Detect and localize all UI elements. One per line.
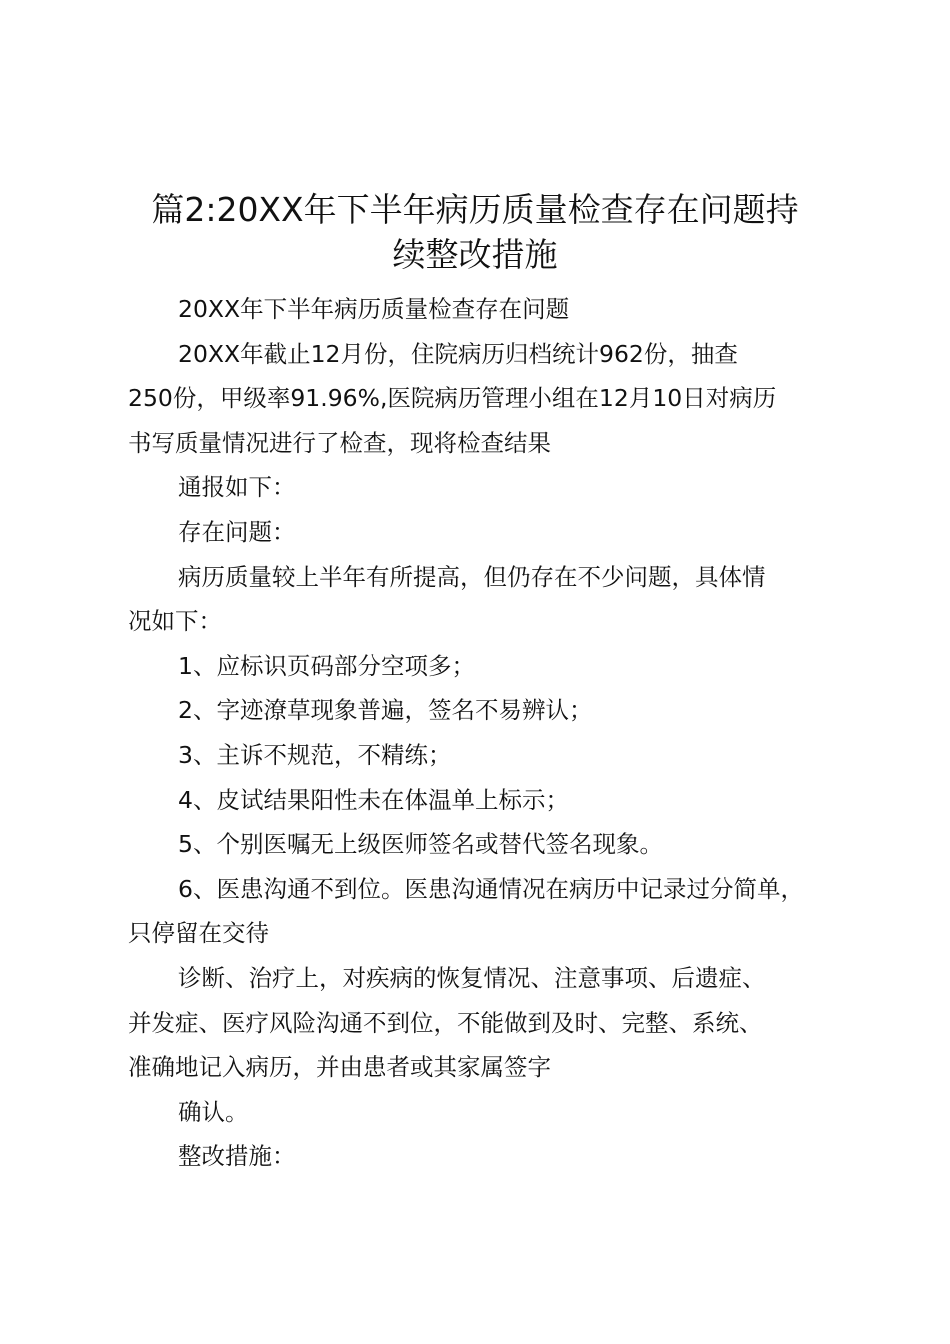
title-line-2: 续整改措施 (392, 234, 558, 274)
body-line: 存在问题： (178, 517, 296, 546)
body-line: 确认。 (178, 1097, 249, 1126)
list-item: 1、应标识页码部分空项多； (178, 651, 475, 680)
body-line: 并发症、医疗风险沟通不到位，不能做到及时、完整、系统、 (128, 1008, 763, 1037)
body-line: 病历质量较上半年有所提高，但仍存在不少问题，具体情 (178, 562, 766, 591)
list-item: 5、个别医嘱无上级医师签名或替代签名现象。 (178, 830, 663, 859)
document-title (110, 184, 840, 273)
body-line: 250份，甲级率91.96%,医院病历管理小组在12月10日对病历 (128, 384, 777, 413)
body-line: 只停留在交待 (128, 919, 269, 948)
document-body (128, 287, 868, 1179)
list-item: 6、医患沟通不到位。医患沟通情况在病历中记录过分简单， (178, 874, 804, 903)
body-line: 况如下： (128, 607, 222, 636)
body-line: 准确地记入病历，并由患者或其家属签字 (128, 1053, 551, 1082)
body-line: 诊断、治疗上，对疾病的恢复情况、注意事项、后遗症、 (178, 963, 766, 992)
list-item: 3、主诉不规范，不精练； (178, 740, 452, 769)
title-line-1: 篇2:20XX年下半年病历质量检查存在问题持 (151, 190, 799, 229)
section-heading: 整改措施： (178, 1142, 296, 1171)
list-item: 2、字迹潦草现象普遍，签名不易辨认； (178, 696, 593, 725)
body-line: 书写质量情况进行了检查，现将检查结果 (128, 428, 551, 457)
body-line: 20XX年截止12月份，住院病历归档统计962份，抽查 (178, 339, 738, 368)
body-line: 通报如下： (178, 473, 296, 502)
list-item: 4、皮试结果阳性未在体温单上标示； (178, 785, 569, 814)
body-line: 20XX年下半年病历质量检查存在问题 (178, 295, 570, 323)
